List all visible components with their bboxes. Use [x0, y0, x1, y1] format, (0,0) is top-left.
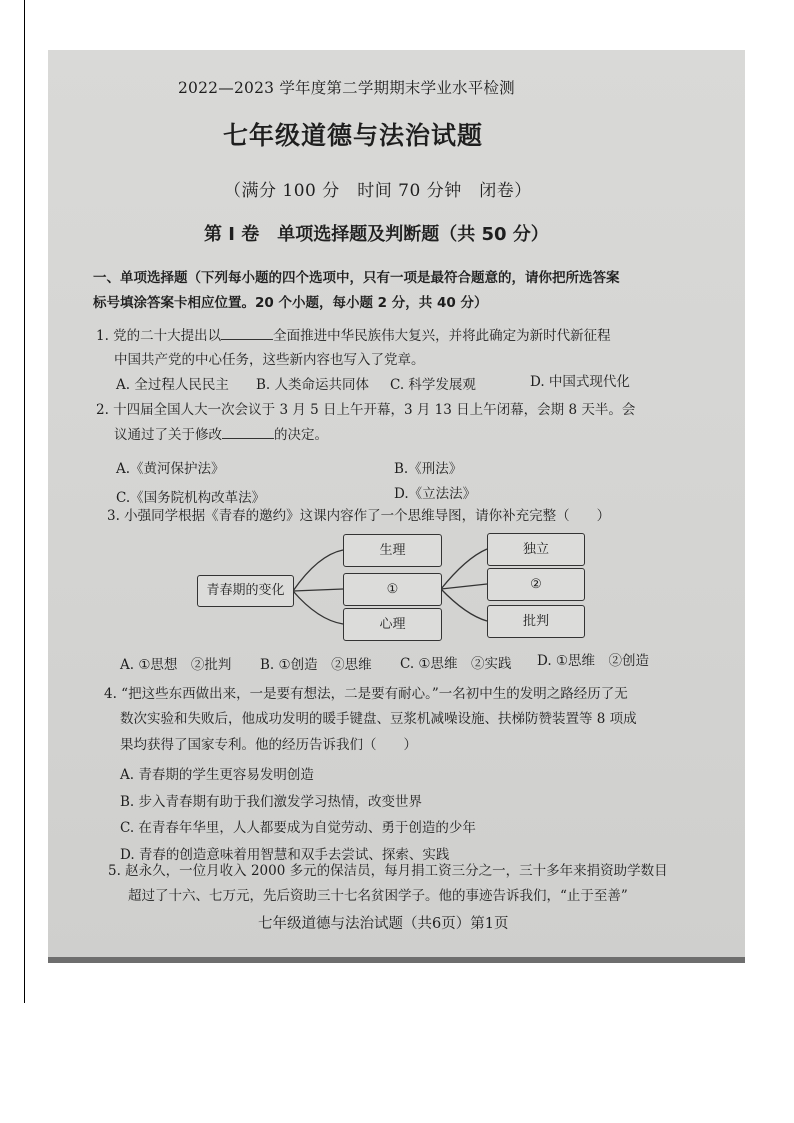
mindmap-root: 青春期的变化: [197, 575, 294, 607]
page-left-rule: [24, 0, 25, 1003]
section-instruction-line2: 标号填涂答案卡相应位置。20 个小题，每小题 2 分，共 40 分）: [93, 295, 488, 311]
q1-stem-line2: 中国共产党的中心任务，这些新内容也写入了党章。: [114, 352, 425, 368]
q2-option-d: D.《立法法》: [394, 486, 477, 502]
connector-mid-bottom: [441, 589, 487, 621]
q2-option-c: C.《国务院机构改革法》: [116, 490, 266, 506]
photo-bottom-edge: [48, 957, 745, 963]
exam-header: 2022—2023 学年度第二学期期末学业水平检测: [178, 79, 515, 97]
q2-option-b: B.《刑法》: [394, 461, 463, 477]
part-title: 第 Ⅰ 卷 单项选择题及判断题（共 50 分）: [204, 224, 549, 245]
q4-stem-line3: 果均获得了国家专利。他的经历告诉我们（ ）: [120, 737, 417, 753]
q4-option-c: C. 在青春年华里，人人都要成为自觉劳动、勇于创造的少年: [120, 820, 476, 836]
q3-option-a: A. ①思想 ②批判: [120, 657, 232, 673]
mindmap-node-blank-1: ①: [343, 573, 442, 606]
q1-stem-a: 1. 党的二十大提出以: [96, 328, 222, 344]
q1-option-a: A. 全过程人民民主: [116, 377, 229, 393]
mindmap-node-critical: 批判: [487, 605, 585, 638]
q3-option-b: B. ①创造 ②思维: [260, 657, 372, 673]
q2-stem-b: 议通过了关于修改: [114, 427, 222, 443]
page-title: 七年级道德与法治试题: [223, 121, 484, 150]
q1-option-b: B. 人类命运共同体: [256, 377, 370, 393]
q2-option-a: A.《黄河保护法》: [116, 461, 225, 477]
mindmap-node-blank-2: ②: [487, 568, 585, 601]
exam-subtitle: （满分 100 分 时间 70 分钟 闭卷）: [224, 181, 532, 201]
connector-mid-top: [441, 549, 487, 589]
connector-root-bottom: [293, 591, 343, 624]
q3-option-c: C. ①思维 ②实践: [400, 656, 512, 672]
connector-root-middle: [293, 589, 343, 591]
q4-option-a: A. 青春期的学生更容易发明创造: [120, 767, 314, 783]
connector-root-top: [293, 550, 343, 591]
q1-option-c: C. 科学发展观: [390, 377, 476, 393]
mindmap-node-independence: 独立: [487, 533, 585, 566]
page-footer: 七年级道德与法治试题（共6页）第1页: [258, 916, 509, 932]
q1-stem-b: 全面推进中华民族伟大复兴，并将此确定为新时代新征程: [273, 328, 611, 344]
q2-stem-c: 的决定。: [274, 427, 328, 443]
q1-option-d: D. 中国式现代化: [530, 374, 630, 390]
q3-stem: 3. 小强同学根据《青春的邀约》这课内容作了一个思维导图，请你补充完整（ ）: [107, 508, 611, 524]
q5-stem-line1: 5. 赵永久，一位月收入 2000 多元的保洁员，每月捐工资三分之一，三十多年来捐资助学数目: [108, 863, 668, 879]
q4-stem-line2: 数次实验和失败后，他成功发明的暖手键盘、豆浆机减噪设施、扶梯防赞装置等 8 项成: [120, 711, 637, 727]
q4-option-d: D. 青春的创造意味着用智慧和双手去尝试、探索、实践: [120, 847, 450, 863]
section-instruction-line1: 一、单项选择题（下列每小题的四个选项中，只有一项是最符合题意的，请你把所选答案: [93, 270, 620, 286]
q4-option-b: B. 步入青春期有助于我们激发学习热情，改变世界: [120, 794, 423, 810]
exam-photo: [48, 50, 745, 963]
q4-stem-line1: 4. “把这些东西做出来，一是要有想法，二是要有耐心。”一名初中生的发明之路经历了无: [104, 686, 628, 702]
connector-mid-middle: [441, 584, 487, 589]
mindmap-node-physiology: 生理: [343, 534, 442, 567]
q5-stem-line2: 超过了十六、七万元，先后资助三十七名贫困学子。他的事迹告诉我们，“止于至善”: [128, 888, 628, 904]
q3-option-d: D. ①思维 ②创造: [537, 653, 650, 669]
q2-stem-line1: 2. 十四届全国人大一次会议于 3 月 5 日上午开幕，3 月 13 日上午闭幕，会期 8 天半。会: [96, 402, 636, 418]
mindmap-node-psychology: 心理: [343, 608, 442, 641]
